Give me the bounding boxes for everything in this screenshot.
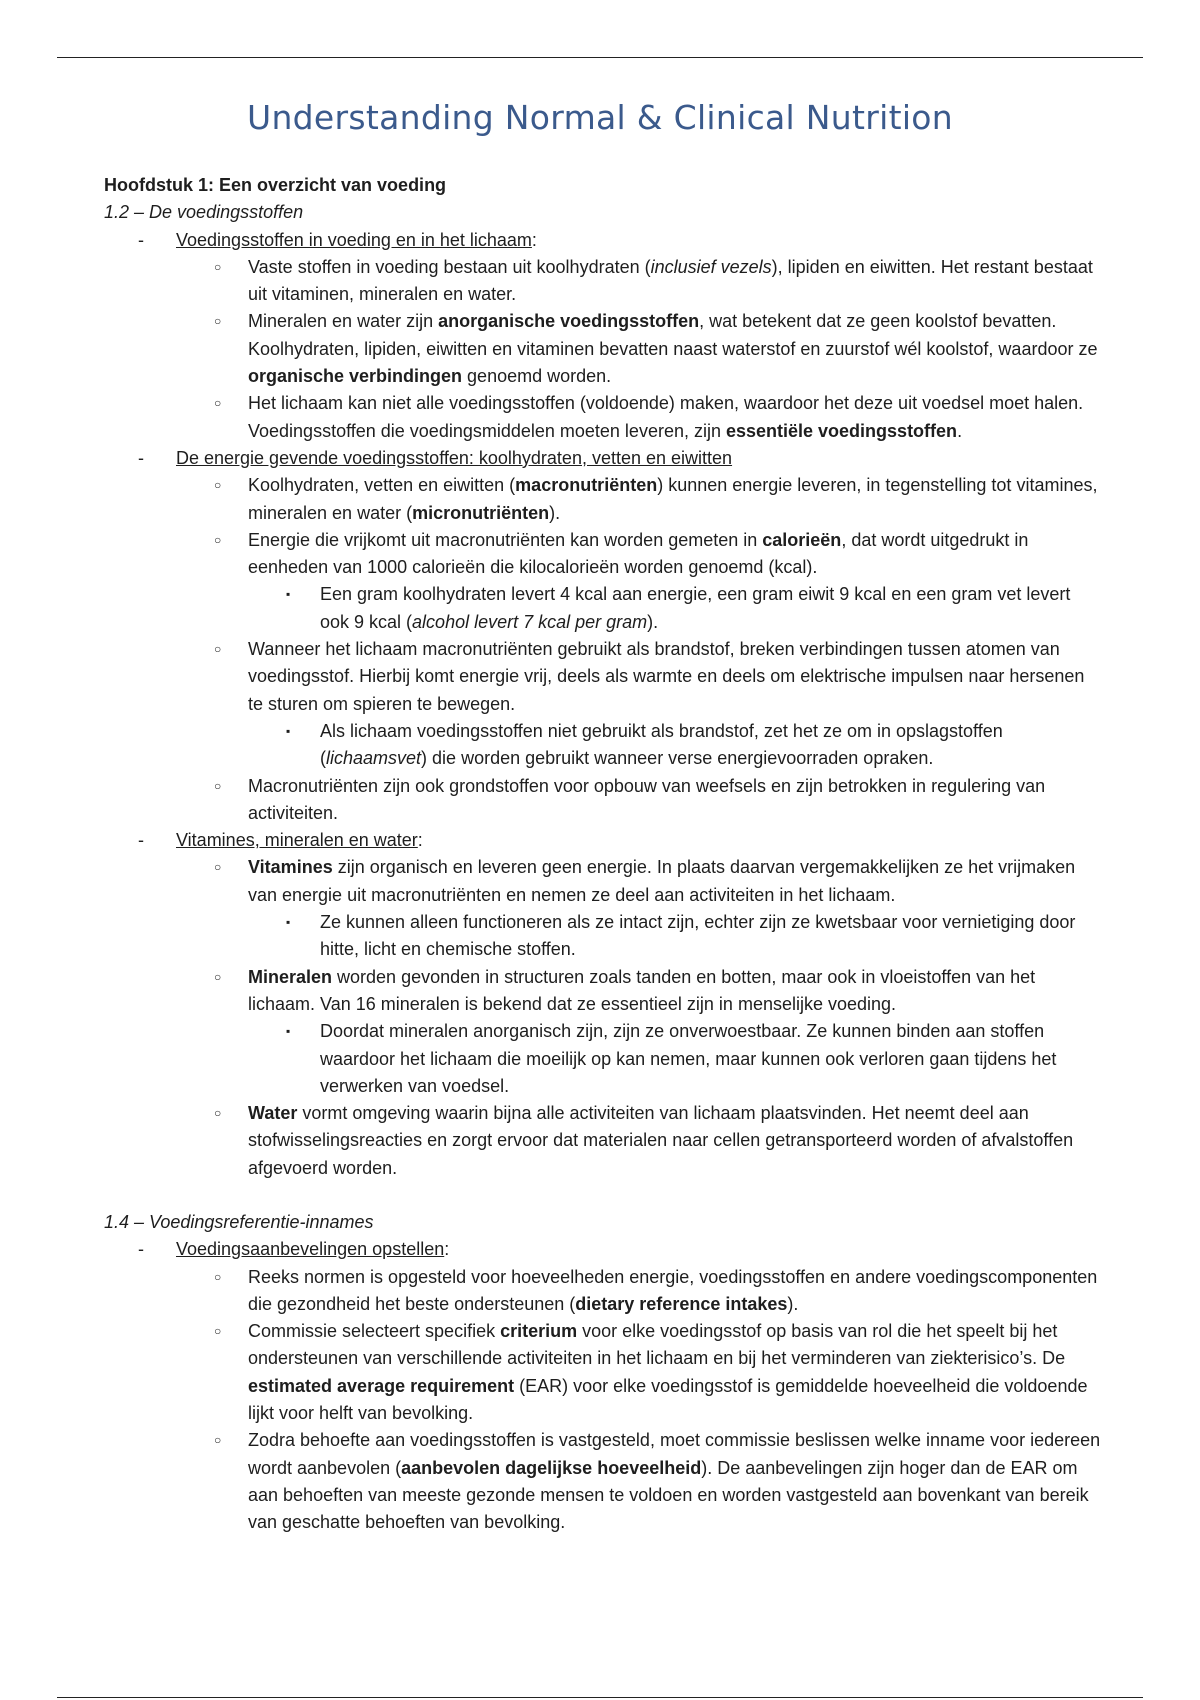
bullet-item: ○ Wanneer het lichaam macronutriënten gebruikt als brandstof, breken verbindingen tussen atomen van voedingsstof. Hierbij komt energie vrij, deels als warmte en deels om elektrische impulsen naar hersenen te sturen om spieren te bewegen.: [104, 636, 1104, 718]
topic-label: Voedingsstoffen in voeding en in het lichaam: [176, 229, 532, 250]
bullet-item: ○ Koolhydraten, vetten en eiwitten (macronutriënten) kunnen energie leveren, in tegenstelling tot vitamines, mineralen en water (micronutriënten).: [104, 472, 1104, 527]
sub-bullet-item: ▪ Ze kunnen alleen functioneren als ze intact zijn, echter zijn ze kwetsbaar voor vernietiging door hitte, licht en chemische stoffen.: [104, 909, 1104, 964]
bullet-item: ○ Macronutriënten zijn ook grondstoffen voor opbouw van weefsels en zijn betrokken in regulering van activiteiten.: [104, 773, 1104, 828]
section-heading-1-4: 1.4 – Voedingsreferentie-innames: [104, 1211, 374, 1232]
bottom-rule: [57, 1697, 1143, 1698]
bullet-item: ○ Energie die vrijkomt uit macronutriënten kan worden gemeten in calorieën, dat wordt uitgedrukt in eenheden van 1000 calorieën die kilocalorieën worden genoemd (kcal).: [104, 527, 1104, 582]
document-body: [104, 172, 1104, 1537]
bullet-item: ○ Mineralen worden gevonden in structuren zoals tanden en botten, maar ook in vloeistoffen van het lichaam. Van 16 mineralen is bekend dat ze essentieel zijn in menselijke voeding.: [104, 964, 1104, 1019]
sub-bullet-item: ▪ Een gram koolhydraten levert 4 kcal aan energie, een gram eiwit 9 kcal en een gram vet levert ook 9 kcal (alcohol levert 7 kcal per gram).: [104, 581, 1104, 636]
chapter-heading: Hoofdstuk 1: Een overzicht van voeding: [104, 175, 447, 195]
top-rule: [57, 57, 1143, 58]
topic-item: [104, 445, 1104, 472]
topic-label: Voedingsaanbevelingen opstellen: [176, 1239, 445, 1260]
section-heading-1-2: 1.2 – De voedingsstoffen: [104, 202, 304, 223]
bullet-item: ○ Vaste stoffen in voeding bestaan uit koolhydraten (inclusief vezels), lipiden en eiwitten. Het restant bestaat uit vitaminen, mineralen en water.: [104, 254, 1104, 309]
document-title: Understanding Normal & Clinical Nutrition: [246, 98, 953, 137]
sub-bullet-item: ▪ Als lichaam voedingsstoffen niet gebruikt als brandstof, zet het ze om in opslagstoffen (lichaamsvet) die worden gebruikt wanneer verse energievoorraden opraken.: [104, 718, 1104, 773]
sub-bullet-item: ▪ Doordat mineralen anorganisch zijn, zijn ze onverwoestbaar. Ze kunnen binden aan stoffen waardoor het lichaam die moeilijk op kan nemen, maar kunnen ook verloren gaan tijdens het verwerken van voedsel.: [104, 1018, 1104, 1100]
topic-label: De energie gevende voedingsstoffen: koolhydraten, vetten en eiwitten: [176, 447, 733, 468]
topic-item: - Vitamines, mineralen en water:: [104, 827, 1104, 854]
topic-item: - Voedingsstoffen in voeding en in het lichaam:: [104, 227, 1104, 254]
topic-item: - Voedingsaanbevelingen opstellen:: [104, 1236, 1104, 1263]
bullet-item: ○ Water vormt omgeving waarin bijna alle activiteiten van lichaam plaatsvinden. Het neemt deel aan stofwisselingsreacties en zorgt ervoor dat materialen naar cellen getransporteerd worden of afvalstoffen afgevoerd worden.: [104, 1100, 1104, 1182]
bullet-item: ○ Vitamines zijn organisch en leveren geen energie. In plaats daarvan vergemakkelijken ze het vrijmaken van energie uit macronutriënten en nemen ze deel aan activiteiten in het lichaam.: [104, 854, 1104, 909]
bullet-item: ○ Zodra behoefte aan voedingsstoffen is vastgesteld, moet commissie beslissen welke inname voor iedereen wordt aanbevolen (aanbevolen dagelijkse hoeveelheid). De aanbevelingen zijn hoger dan de EAR om aan behoeften van meeste gezonde mensen te voldoen en worden vastgesteld aan bovenkant van bereik van geschatte behoeften van bevolking.: [104, 1427, 1104, 1536]
spacer: [104, 1182, 1104, 1209]
bullet-item: ○ Mineralen en water zijn anorganische voedingsstoffen, wat betekent dat ze geen koolstof bevatten. Koolhydraten, lipiden, eiwitten en vitaminen bevatten naast waterstof en zuurstof wél koolstof, waardoor ze organische verbindingen genoemd worden.: [104, 308, 1104, 390]
bullet-item: ○ Het lichaam kan niet alle voedingsstoffen (voldoende) maken, waardoor het deze uit voedsel moet halen. Voedingsstoffen die voedingsmiddelen moeten leveren, zijn essentiële voedingsstoffen.: [104, 390, 1104, 445]
bullet-item: ○ Commissie selecteert specifiek criterium voor elke voedingsstof op basis van rol die het speelt bij het ondersteunen van verschillende activiteiten in het lichaam en bij het verminderen van ziekterisico’s. De estimated average requirement (EAR) voor elke voedingsstof is gemiddelde hoeveelheid die voldoende lijkt voor helft van bevolking.: [104, 1318, 1104, 1427]
topic-label: Vitamines, mineralen en water: [176, 830, 418, 851]
bullet-item: ○ Reeks normen is opgesteld voor hoeveelheden energie, voedingsstoffen en andere voedingscomponenten die gezondheid het beste ondersteunen (dietary reference intakes).: [104, 1264, 1104, 1319]
